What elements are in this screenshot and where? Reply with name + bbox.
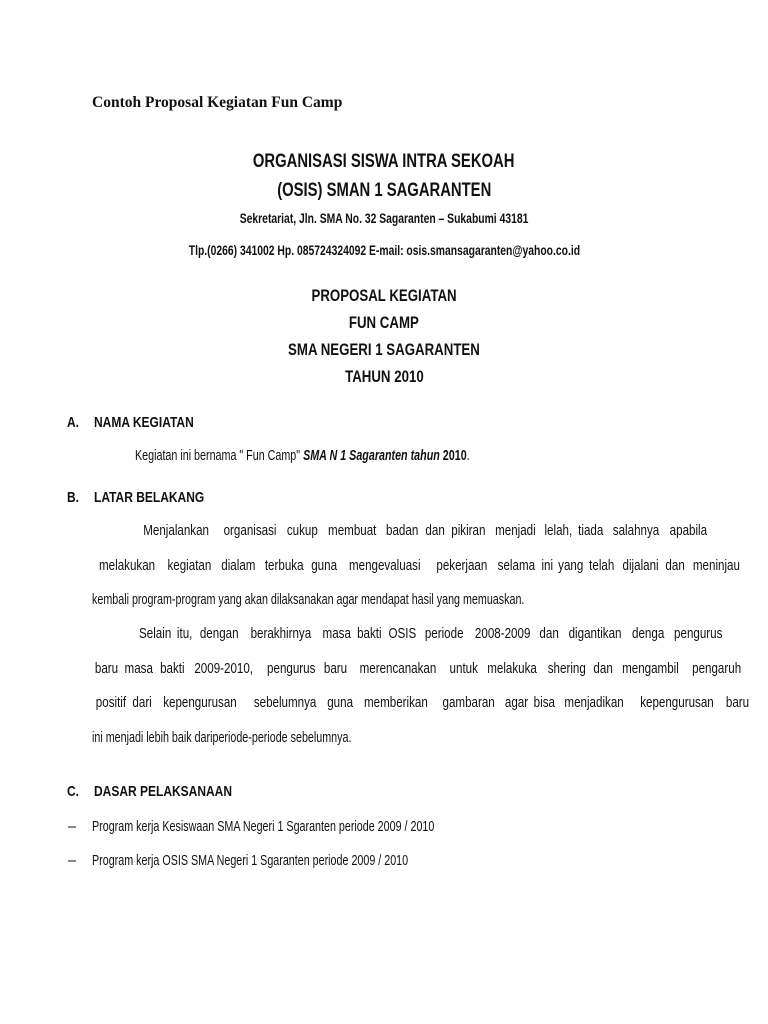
- organization-contact-text: Tlp.(0266) 341002 Hp. 085724324092 E-mail: osis.smansagaranten@yahoo.co.id: [188, 242, 580, 258]
- section-letter-text: C.: [67, 783, 79, 800]
- section-a-year: 2010: [439, 448, 467, 464]
- paragraph-line: [92, 558, 740, 578]
- paragraph-line: [92, 695, 750, 715]
- paragraph-word: telah: [589, 558, 615, 574]
- paragraph-word: sebelumnya: [253, 695, 317, 711]
- section-letter-text: A.: [67, 414, 79, 431]
- paragraph-line-text: ini menjadi lebih baik dariperiode-periode sebelumnya.: [92, 730, 352, 746]
- section-b-letter: [67, 489, 82, 506]
- paragraph-word: dengan: [199, 626, 239, 642]
- paragraph-word: baru: [94, 661, 119, 677]
- paragraph-word: guna: [327, 695, 354, 711]
- paragraph-line-text: kembali program-program yang akan dilaksanakan agar mendapat hasil yang memuaskan.: [92, 592, 525, 608]
- paragraph-line: [92, 661, 742, 681]
- paragraph-word: shering: [548, 661, 587, 677]
- paragraph-word: melakukan: [99, 558, 156, 574]
- organization-name: [0, 151, 768, 173]
- section-title-text: LATAR BELAKANG: [94, 489, 205, 506]
- section-a-end: .: [466, 448, 470, 464]
- paragraph-word: merencanakan: [359, 661, 437, 677]
- paragraph-word: dan: [425, 523, 445, 539]
- organization-name-text: ORGANISASI SISWA INTRA SEKOAH: [253, 151, 515, 172]
- paragraph-word: guna: [311, 558, 338, 574]
- proposal-heading-text: TAHUN 2010: [344, 367, 424, 386]
- paragraph-word: tiada: [578, 523, 604, 539]
- document-title: Contoh Proposal Kegiatan Fun Camp: [92, 94, 343, 111]
- paragraph-word: organisasi: [223, 523, 277, 539]
- list-item-text: Program kerja Kesiswaan SMA Negeri 1 Sgaranten periode 2009 / 2010: [92, 819, 435, 835]
- paragraph-word: membuat: [328, 523, 377, 539]
- paragraph-word: dijalani: [622, 558, 659, 574]
- organization-contact: [0, 242, 768, 258]
- paragraph-word: terbuka: [264, 558, 304, 574]
- paragraph-word: bakti: [159, 661, 185, 677]
- section-c-letter: [67, 783, 82, 800]
- section-a-text: [135, 448, 587, 464]
- paragraph-word: memberikan: [364, 695, 429, 711]
- paragraph-word: 2008-2009: [474, 626, 531, 642]
- paragraph-word: masa: [322, 626, 351, 642]
- paragraph-word: mengambil: [622, 661, 680, 677]
- paragraph-word: untuk: [449, 661, 478, 677]
- paragraph-word: cukup: [287, 523, 319, 539]
- proposal-heading-line: [0, 286, 768, 306]
- paragraph-word: masa: [124, 661, 153, 677]
- paragraph-line: [135, 523, 707, 543]
- paragraph-word: apabila: [669, 523, 707, 539]
- paragraph-word: mengevaluasi: [349, 558, 421, 574]
- list-bullet-dash: –: [68, 853, 77, 869]
- proposal-heading-line: [0, 340, 768, 360]
- paragraph-word: kegiatan: [167, 558, 212, 574]
- paragraph-word: bisa: [533, 695, 555, 711]
- organization-address: [0, 210, 768, 226]
- list-item-text: Program kerja OSIS SMA Negeri 1 Sgaranten periode 2009 / 2010: [92, 853, 409, 869]
- paragraph-word: agar: [504, 695, 528, 711]
- section-title-text: DASAR PELAKSANAAN: [94, 783, 233, 800]
- paragraph-word: kepengurusan: [640, 695, 715, 711]
- paragraph-word: Menjalankan: [143, 523, 210, 539]
- paragraph-word: yang: [557, 558, 584, 574]
- section-a-emphasis: SMA N 1 Sagaranten tahun: [300, 448, 440, 464]
- section-b-title: [94, 489, 232, 506]
- paragraph-word: pengaruh: [692, 661, 742, 677]
- paragraph-word: dan: [665, 558, 685, 574]
- proposal-heading-text: PROPOSAL KEGIATAN: [311, 286, 457, 305]
- paragraph-word: menjadi: [494, 523, 536, 539]
- paragraph-word: dan: [539, 626, 560, 642]
- paragraph-word: dari: [132, 695, 152, 711]
- paragraph-word: itu,: [177, 626, 193, 642]
- section-letter-text: B.: [67, 489, 79, 506]
- paragraph-word: Selain: [139, 626, 172, 642]
- paragraph-word: OSIS: [388, 626, 417, 642]
- paragraph-word: pengurus: [673, 626, 723, 642]
- paragraph-word: ini: [541, 558, 554, 574]
- paragraph-word: digantikan: [568, 626, 621, 642]
- proposal-heading-line: [0, 313, 768, 333]
- paragraph-word: denga: [631, 626, 664, 642]
- proposal-heading-text: FUN CAMP: [349, 313, 419, 332]
- paragraph-word: baru: [726, 695, 750, 711]
- paragraph-word: berakhirnya: [250, 626, 312, 642]
- paragraph-word: gambaran: [442, 695, 496, 711]
- paragraph-word: pikiran: [451, 523, 486, 539]
- paragraph-word: bakti: [357, 626, 382, 642]
- organization-subname-text: (OSIS) SMAN 1 SAGARANTEN: [276, 180, 492, 201]
- paragraph-word: dan: [593, 661, 613, 677]
- paragraph-word: pengurus: [266, 661, 315, 677]
- list-item: [92, 819, 555, 835]
- paragraph-word: kepengurusan: [163, 695, 237, 711]
- paragraph-word: lelah,: [543, 523, 572, 539]
- section-a-letter: [67, 414, 82, 431]
- section-c-title: [94, 783, 267, 800]
- section-a-text-line: [135, 448, 470, 464]
- paragraph-word: meninjau: [692, 558, 740, 574]
- paragraph-word: pekerjaan: [436, 558, 488, 574]
- organization-subname: [0, 180, 768, 202]
- paragraph-line-last: [92, 730, 443, 746]
- list-item: [92, 853, 519, 869]
- paragraph-word: positif: [95, 695, 127, 711]
- proposal-heading-line: [0, 367, 768, 387]
- paragraph-word: 2009-2010,: [194, 661, 254, 677]
- paragraph-line-last: [92, 592, 676, 608]
- organization-address-text: Sekretariat, Jln. SMA No. 32 Sagaranten – Sukabumi 43181: [239, 210, 529, 226]
- paragraph-word: periode: [424, 626, 464, 642]
- section-title-text: NAMA KEGIATAN: [94, 414, 194, 431]
- paragraph-word: baru: [323, 661, 348, 677]
- paragraph-word: menjadikan: [564, 695, 624, 711]
- section-a-title: [94, 414, 219, 431]
- list-bullet-dash: –: [68, 819, 77, 835]
- section-a-prefix: Kegiatan ini bernama " Fun Camp": [135, 448, 301, 464]
- paragraph-line: [135, 626, 723, 646]
- proposal-heading-text: SMA NEGERI 1 SAGARANTEN: [288, 340, 480, 359]
- paragraph-word: melakuka: [487, 661, 538, 677]
- paragraph-word: dialam: [221, 558, 256, 574]
- paragraph-word: badan: [386, 523, 419, 539]
- paragraph-word: salahnya: [612, 523, 659, 539]
- paragraph-word: selama: [498, 558, 536, 574]
